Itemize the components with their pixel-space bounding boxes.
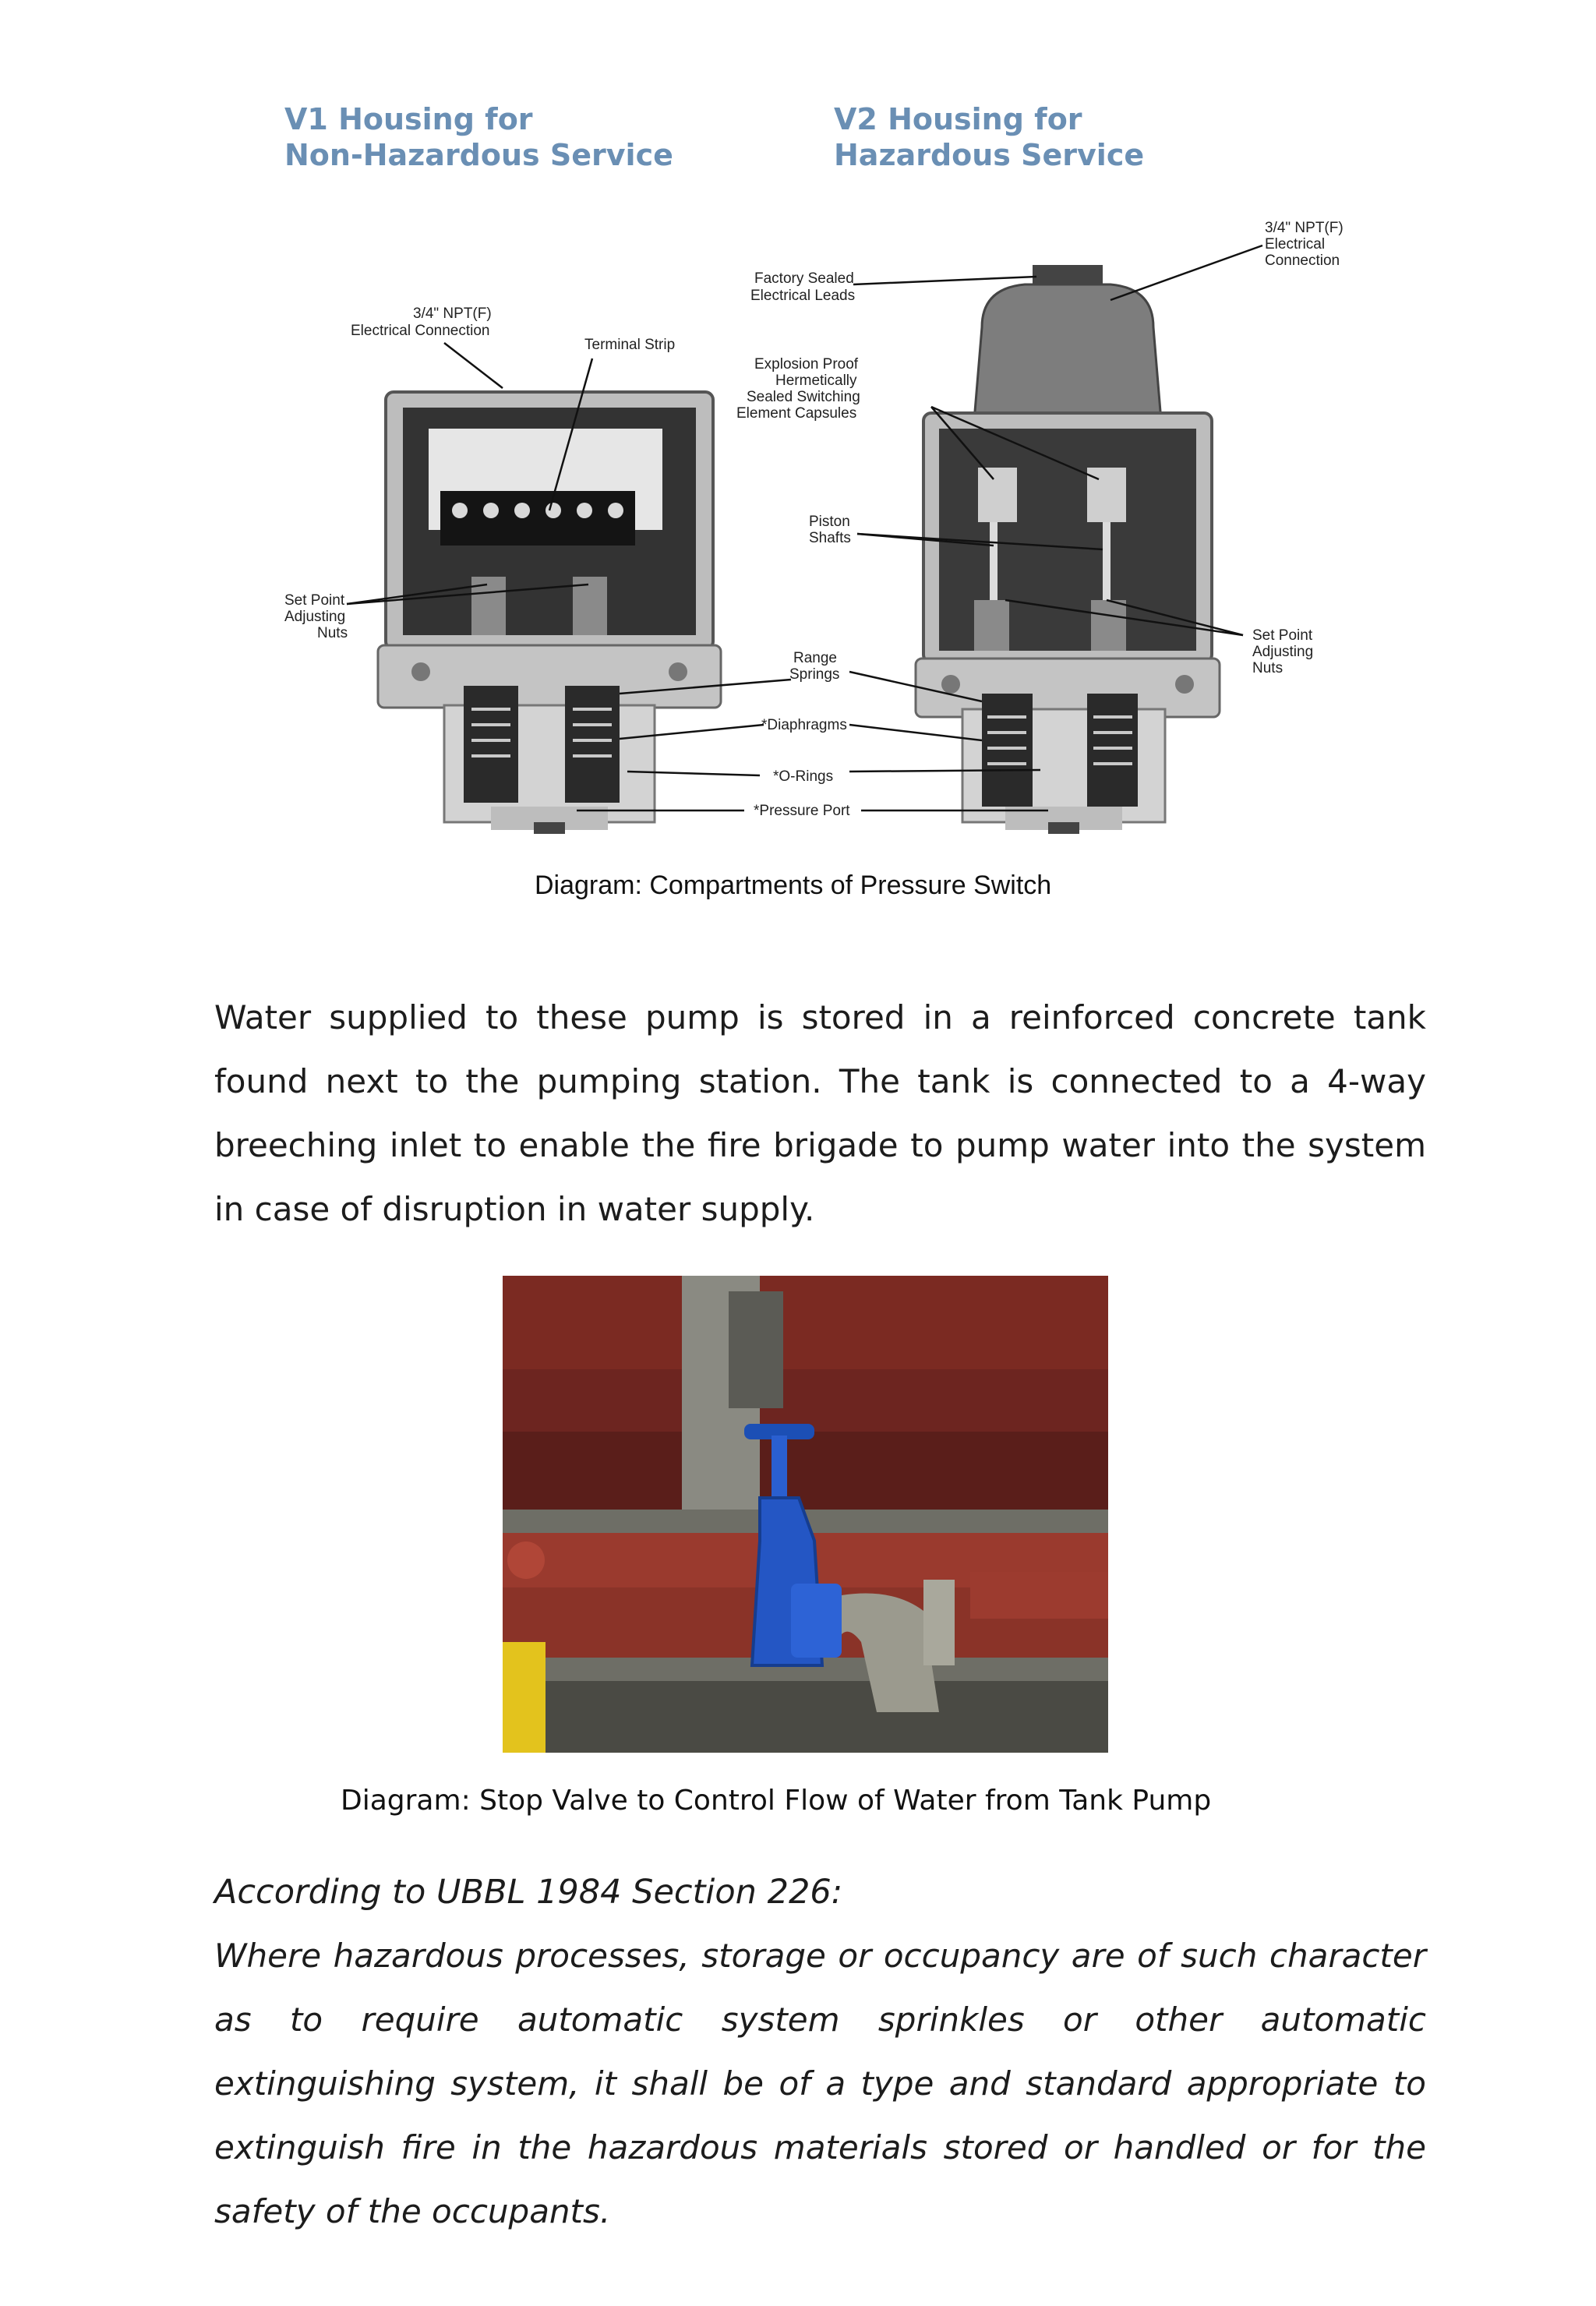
terminal-strip-label: Terminal Strip	[584, 337, 676, 353]
npt-left-label-line1: 3/4" NPT(F)	[413, 305, 492, 322]
setpoint-right-label-line2: Adjusting	[1252, 644, 1314, 660]
pressure-switch-illustration	[277, 86, 1368, 834]
v2-title-line2: Hazardous Service	[834, 138, 1145, 172]
setpoint-right-label-line1: Set Point	[1252, 627, 1313, 644]
setpoint-left-label-line1: Set Point	[284, 592, 345, 609]
setpoint-right-label-line3: Nuts	[1252, 660, 1284, 676]
npt-right-label-line2: Electrical	[1265, 236, 1326, 252]
diaphragms-label: *Diaphragms	[761, 717, 847, 733]
v1-title-line2: Non-Hazardous Service	[284, 138, 673, 172]
explosion-proof-label-line4: Element Capsules	[736, 405, 857, 422]
piston-shafts-label-line1: Piston	[809, 514, 850, 530]
stop-valve-illustration	[503, 1276, 1108, 1753]
stop-valve-photo	[503, 1276, 1108, 1753]
v1-housing	[378, 392, 721, 834]
npt-left-label-line2: Electrical Connection	[351, 323, 490, 339]
factory-sealed-label-line1: Factory Sealed	[754, 270, 854, 287]
npt-right-label-line1: 3/4" NPT(F)	[1265, 220, 1344, 236]
pressure-switch-diagram	[277, 86, 1368, 834]
setpoint-left-label-line3: Nuts	[317, 625, 348, 641]
pressure-port-label: *Pressure Port	[754, 803, 850, 819]
pressure-switch-caption: Diagram: Compartments of Pressure Switch	[535, 870, 1052, 900]
setpoint-left-label-line2: Adjusting	[284, 609, 346, 625]
npt-right-label-line3: Connection	[1265, 252, 1340, 269]
range-springs-label-line1: Range	[793, 650, 837, 666]
water-supply-paragraph: Water supplied to these pump is stored in a reinforced concrete tank found next to the pumping station. The tank is connected to a 4-way breeching inlet to enable the fire brigade to pump water into the system in case of disruption in water supply.	[214, 998, 1426, 1228]
range-springs-label-line2: Springs	[789, 666, 840, 683]
ubbl-heading: According to UBBL 1984 Section 226:	[214, 1873, 843, 1912]
explosion-proof-label-line1: Explosion Proof	[754, 356, 859, 373]
stop-valve-caption: Diagram: Stop Valve to Control Flow of Water from Tank Pump	[341, 1785, 1212, 1817]
explosion-proof-label-line2: Hermetically	[775, 373, 857, 389]
factory-sealed-label-line2: Electrical Leads	[750, 288, 856, 304]
ubbl-text: Where hazardous processes, storage or occupancy are of such character as to require automatic system sprinkles or other automatic extinguishing system, it shall be of a type and standard appropriate to extinguish fire in the hazardous materials stored or handled or for the safety of the occupants.	[214, 1937, 1426, 2230]
v2-title-line1: V2 Housing for	[834, 102, 1082, 136]
o-rings-label: *O-Rings	[773, 768, 834, 785]
explosion-proof-label-line3: Sealed Switching	[747, 389, 860, 405]
v1-title-line1: V1 Housing for	[284, 102, 533, 136]
piston-shafts-label-line2: Shafts	[809, 530, 851, 546]
v2-housing	[916, 265, 1220, 834]
